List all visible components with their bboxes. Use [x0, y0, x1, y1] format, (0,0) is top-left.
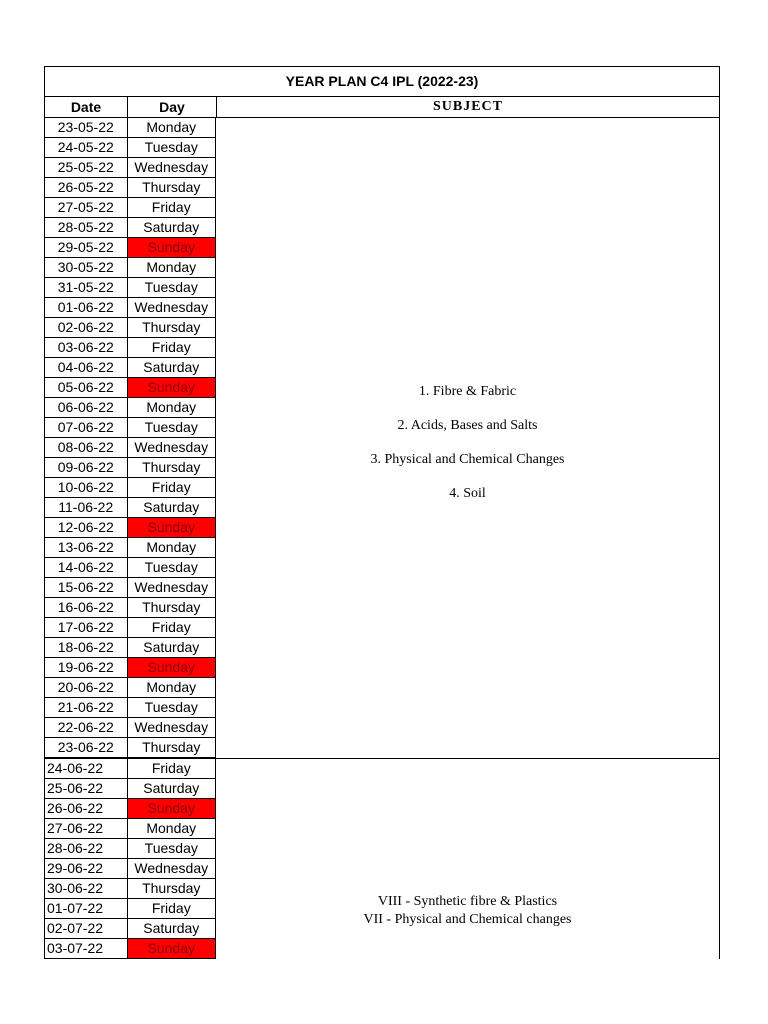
day-cell: Saturday	[128, 218, 216, 238]
table-row	[45, 578, 216, 598]
subject-line: VIII - Synthetic fibre & Plastics	[377, 894, 558, 909]
table-row	[45, 158, 216, 178]
table-row	[45, 839, 216, 859]
table-row	[45, 178, 216, 198]
date-cell: 24-06-22	[45, 759, 128, 779]
table-row	[45, 658, 216, 678]
day-cell: Friday	[128, 899, 216, 919]
table-row	[45, 458, 216, 478]
date-cell: 02-07-22	[45, 919, 128, 939]
table-row	[45, 779, 216, 799]
day-cell: Friday	[128, 338, 216, 358]
table-row	[45, 759, 216, 779]
day-cell: Tuesday	[128, 558, 216, 578]
table-row	[45, 198, 216, 218]
header-date: Date	[45, 97, 128, 117]
date-cell: 23-05-22	[45, 118, 128, 138]
day-cell: Saturday	[128, 638, 216, 658]
day-cell: Thursday	[128, 738, 216, 758]
date-cell: 06-06-22	[45, 398, 128, 418]
plan-block-1	[45, 118, 719, 758]
table-row	[45, 238, 216, 258]
table-row	[45, 638, 216, 658]
table-row	[45, 558, 216, 578]
date-cell: 18-06-22	[45, 638, 128, 658]
date-cell: 30-06-22	[45, 879, 128, 899]
date-cell: 27-05-22	[45, 198, 128, 218]
day-cell-sunday: Sunday	[128, 518, 216, 538]
day-cell: Thursday	[128, 598, 216, 618]
day-cell: Saturday	[128, 919, 216, 939]
date-cell: 16-06-22	[45, 598, 128, 618]
day-cell: Tuesday	[128, 698, 216, 718]
date-cell: 13-06-22	[45, 538, 128, 558]
date-cell: 25-05-22	[45, 158, 128, 178]
day-cell: Thursday	[128, 879, 216, 899]
day-cell: Monday	[128, 118, 216, 138]
day-cell: Monday	[128, 819, 216, 839]
table-row	[45, 258, 216, 278]
header-subject: SUBJECT	[432, 99, 504, 114]
day-cell-sunday: Sunday	[128, 939, 216, 959]
date-cell: 27-06-22	[45, 819, 128, 839]
day-cell: Tuesday	[128, 138, 216, 158]
date-cell: 20-06-22	[45, 678, 128, 698]
date-cell: 26-06-22	[45, 799, 128, 819]
date-cell: 14-06-22	[45, 558, 128, 578]
date-cell: 04-06-22	[45, 358, 128, 378]
day-cell: Thursday	[128, 458, 216, 478]
subject-line: VII - Physical and Chemical changes	[363, 912, 572, 927]
table-row	[45, 598, 216, 618]
table-row	[45, 358, 216, 378]
day-cell-sunday: Sunday	[128, 378, 216, 398]
subject-line: 3. Physical and Chemical Changes	[370, 452, 565, 467]
table-row	[45, 278, 216, 298]
table-row	[45, 338, 216, 358]
day-cell: Thursday	[128, 318, 216, 338]
table-row	[45, 418, 216, 438]
date-cell: 03-07-22	[45, 939, 128, 959]
date-cell: 23-06-22	[45, 738, 128, 758]
day-cell: Saturday	[128, 779, 216, 799]
day-cell-sunday: Sunday	[128, 238, 216, 258]
table-row	[45, 138, 216, 158]
table-row	[45, 318, 216, 338]
day-cell: Tuesday	[128, 278, 216, 298]
year-plan-sheet	[44, 66, 720, 959]
date-day-rows	[45, 118, 216, 758]
day-cell: Wednesday	[128, 158, 216, 178]
table-row	[45, 378, 216, 398]
date-cell: 28-06-22	[45, 839, 128, 859]
date-cell: 17-06-22	[45, 618, 128, 638]
day-cell: Saturday	[128, 498, 216, 518]
table-row	[45, 799, 216, 819]
date-cell: 21-06-22	[45, 698, 128, 718]
date-cell: 02-06-22	[45, 318, 128, 338]
day-cell: Wednesday	[128, 859, 216, 879]
date-cell: 19-06-22	[45, 658, 128, 678]
subject-line: 4. Soil	[449, 486, 486, 501]
day-cell: Tuesday	[128, 418, 216, 438]
table-row	[45, 498, 216, 518]
date-cell: 15-06-22	[45, 578, 128, 598]
day-cell-sunday: Sunday	[128, 799, 216, 819]
date-cell: 01-07-22	[45, 899, 128, 919]
table-row	[45, 939, 216, 959]
day-cell: Friday	[128, 478, 216, 498]
table-row	[45, 298, 216, 318]
date-cell: 08-06-22	[45, 438, 128, 458]
subject-line: 1. Fibre & Fabric	[418, 384, 517, 399]
table-row	[45, 518, 216, 538]
day-cell: Monday	[128, 538, 216, 558]
date-cell: 25-06-22	[45, 779, 128, 799]
date-cell: 03-06-22	[45, 338, 128, 358]
day-cell: Wednesday	[128, 298, 216, 318]
day-cell: Wednesday	[128, 718, 216, 738]
day-cell: Friday	[128, 618, 216, 638]
date-cell: 29-06-22	[45, 859, 128, 879]
day-cell: Monday	[128, 678, 216, 698]
date-cell: 01-06-22	[45, 298, 128, 318]
day-cell: Monday	[128, 398, 216, 418]
table-row	[45, 438, 216, 458]
date-day-rows	[45, 759, 216, 959]
date-cell: 26-05-22	[45, 178, 128, 198]
table-row	[45, 538, 216, 558]
date-cell: 10-06-22	[45, 478, 128, 498]
subject-line: 2. Acids, Bases and Salts	[397, 418, 538, 433]
day-cell: Monday	[128, 258, 216, 278]
date-cell: 29-05-22	[45, 238, 128, 258]
date-cell: 12-06-22	[45, 518, 128, 538]
table-row	[45, 718, 216, 738]
subject-cell	[216, 759, 719, 959]
day-cell: Wednesday	[128, 578, 216, 598]
day-cell: Friday	[128, 198, 216, 218]
day-cell: Tuesday	[128, 839, 216, 859]
day-cell: Thursday	[128, 178, 216, 198]
date-cell: 28-05-22	[45, 218, 128, 238]
day-cell: Wednesday	[128, 438, 216, 458]
plan-block-2	[45, 758, 719, 959]
date-cell: 09-06-22	[45, 458, 128, 478]
table-row	[45, 859, 216, 879]
day-cell: Saturday	[128, 358, 216, 378]
table-row	[45, 919, 216, 939]
table-row	[45, 899, 216, 919]
date-cell: 11-06-22	[45, 498, 128, 518]
table-row	[45, 819, 216, 839]
table-row	[45, 398, 216, 418]
table-row	[45, 738, 216, 758]
table-row	[45, 879, 216, 899]
table-row	[45, 478, 216, 498]
table-row	[45, 698, 216, 718]
table-row	[45, 218, 216, 238]
sheet-title: YEAR PLAN C4 IPL (2022-23)	[45, 67, 719, 97]
table-row	[45, 118, 216, 138]
date-cell: 30-05-22	[45, 258, 128, 278]
table-row	[45, 678, 216, 698]
date-cell: 24-05-22	[45, 138, 128, 158]
table-header	[45, 97, 719, 118]
date-cell: 31-05-22	[45, 278, 128, 298]
day-cell-sunday: Sunday	[128, 658, 216, 678]
date-cell: 05-06-22	[45, 378, 128, 398]
header-day: Day	[128, 97, 217, 117]
date-cell: 07-06-22	[45, 418, 128, 438]
subject-cell	[216, 118, 719, 758]
date-cell: 22-06-22	[45, 718, 128, 738]
table-row	[45, 618, 216, 638]
day-cell: Friday	[128, 759, 216, 779]
